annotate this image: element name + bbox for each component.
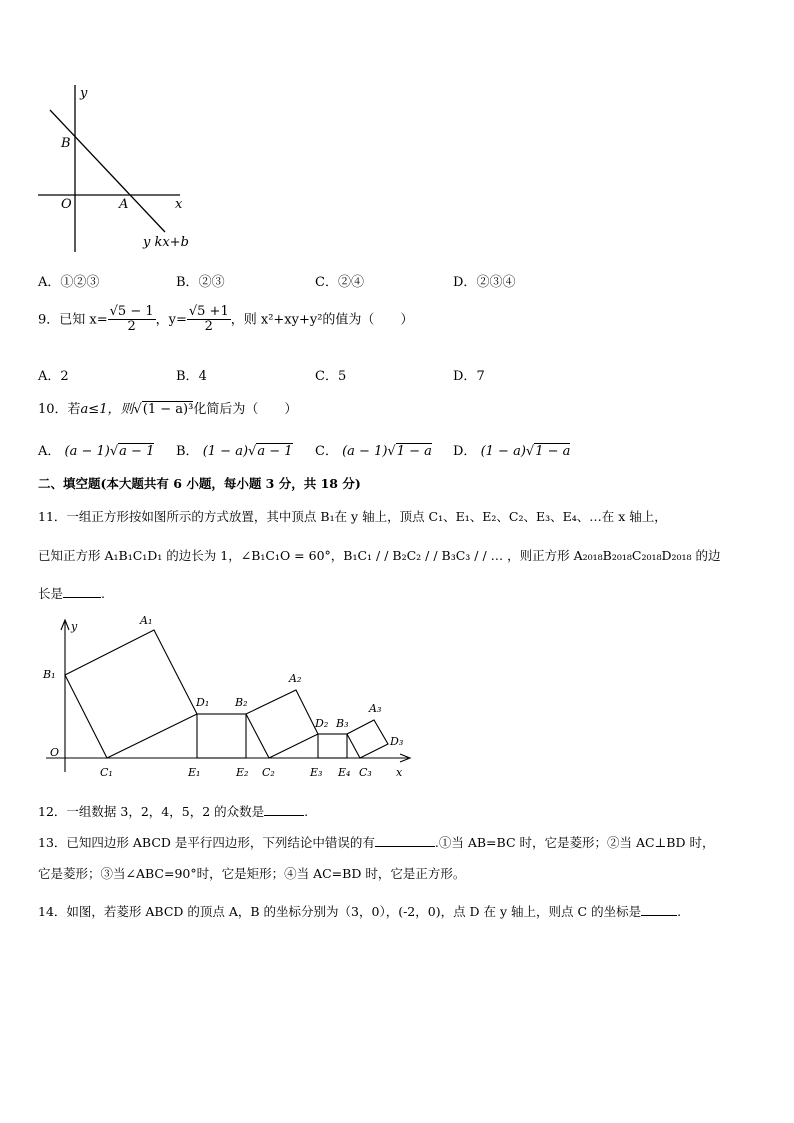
label-B2: B₂: [235, 696, 248, 709]
q13-answer-blank[interactable]: [375, 846, 435, 847]
fraction-y: $\frac{√5 +1}{2}$: [188, 304, 229, 335]
label-E1: E₁: [188, 766, 201, 779]
label-D2: D₂: [315, 717, 329, 730]
q12-answer-blank[interactable]: [264, 815, 304, 816]
line-kx-b: [50, 110, 165, 232]
figure-linear-function: [30, 80, 210, 260]
q10-option-d[interactable]: D． (1 − a)√1 − a: [453, 444, 571, 459]
label-C2: C₂: [262, 766, 275, 779]
q14-answer-blank[interactable]: [641, 915, 677, 916]
q9-option-c[interactable]: C．5: [315, 369, 347, 384]
rect-D1-B2: [197, 714, 246, 758]
q9-option-a[interactable]: A．2: [38, 369, 69, 384]
label-A1: A₁: [140, 614, 153, 627]
fraction-x: $\frac{√5 - 1}{2}$: [109, 304, 154, 335]
q9-option-b[interactable]: B．4: [176, 369, 207, 384]
label-D1: D₁: [196, 696, 210, 709]
q10-option-b[interactable]: B． (1 − a)√a − 1: [176, 444, 293, 459]
q11-line3: 长是 .: [38, 586, 105, 601]
q11-answer-blank[interactable]: [63, 597, 101, 598]
label-C3: C₃: [359, 766, 372, 779]
q11-line1: 11．一组正方形按如图所示的方式放置，其中顶点 B₁在 y 轴上，顶点 C₁、E₁、E₂、C₂、E₃、E₄、…在 x 轴上，: [38, 509, 667, 524]
square-3: [347, 720, 388, 758]
label-E2: E₂: [236, 766, 249, 779]
q13-line2: 它是菱形；③当∠ABC=90°时，它是矩形；④当 AC=BD 时，它是正方形。: [38, 866, 466, 881]
rect-D2-B3: [318, 734, 347, 758]
q10-option-a[interactable]: A． (a − 1)√a − 1: [38, 444, 155, 459]
label-E3: E₃: [310, 766, 323, 779]
label-E4: E₄: [338, 766, 351, 779]
label-equation: y kx+b: [143, 235, 189, 250]
question-9: 9．已知 x= $\frac{√5 - 1}{2}$ ，y= $\frac{√5 +1}{2}$ ，则 x²+xy+y²的值为（ ）: [38, 304, 414, 335]
label-C1: C₁: [100, 766, 113, 779]
q9-option-d[interactable]: D．7: [453, 369, 485, 384]
label-y: y: [80, 86, 88, 101]
question-14: 14．如图，若菱形 ABCD 的顶点 A，B 的坐标分别为（3，0），(-2，0)，点 D 在 y 轴上，则点 C 的坐标是 .: [38, 904, 682, 919]
square-2: [246, 690, 318, 758]
q13-line1: 13．已知四边形 ABCD 是平行四边形，下列结论中错误的有 .①当 AB=BC 时，它是菱形；②当 AC⊥BD 时，: [38, 835, 715, 850]
label-B: B: [61, 136, 71, 151]
label-x: x: [396, 766, 403, 779]
q10-option-c[interactable]: C． (a − 1)√1 − a: [315, 444, 432, 459]
label-O: O: [50, 746, 60, 759]
section-heading-fill-in: 二、填空题(本大题共有 6 小题，每小题 3 分，共 18 分): [38, 476, 361, 491]
question-10: 10．若a≤1，则√(1 − a)³化简后为（ ）: [38, 402, 298, 417]
q8-option-b[interactable]: B．②③: [176, 275, 225, 290]
label-y: y: [71, 620, 78, 633]
label-D3: D₃: [390, 735, 404, 748]
square-1: [65, 630, 197, 758]
label-A: A: [119, 197, 129, 212]
label-A3: A₃: [369, 702, 382, 715]
label-B3: B₃: [336, 717, 349, 730]
q8-option-d[interactable]: D．②③④: [453, 275, 516, 290]
label-A2: A₂: [289, 672, 302, 685]
q11-line2: 已知正方形 A₁B₁C₁D₁ 的边长为 1，∠B₁C₁O = 60°，B₁C₁ / / B₂C₂ / / B₃C₃ / / … ，则正方形 A₂₀₁₈B₂₀₁₈C₂₀₁₈D₂₀₁₈ 的边: [38, 548, 721, 563]
q8-option-c[interactable]: C．②④: [315, 275, 364, 290]
figure-squares: [36, 608, 426, 784]
label-x: x: [175, 197, 183, 212]
label-O: O: [61, 197, 72, 212]
question-12: 12．一组数据 3，2，4，5，2 的众数是 .: [38, 804, 309, 819]
label-B1: B₁: [43, 668, 56, 681]
q8-option-a[interactable]: A．①②③: [38, 275, 100, 290]
